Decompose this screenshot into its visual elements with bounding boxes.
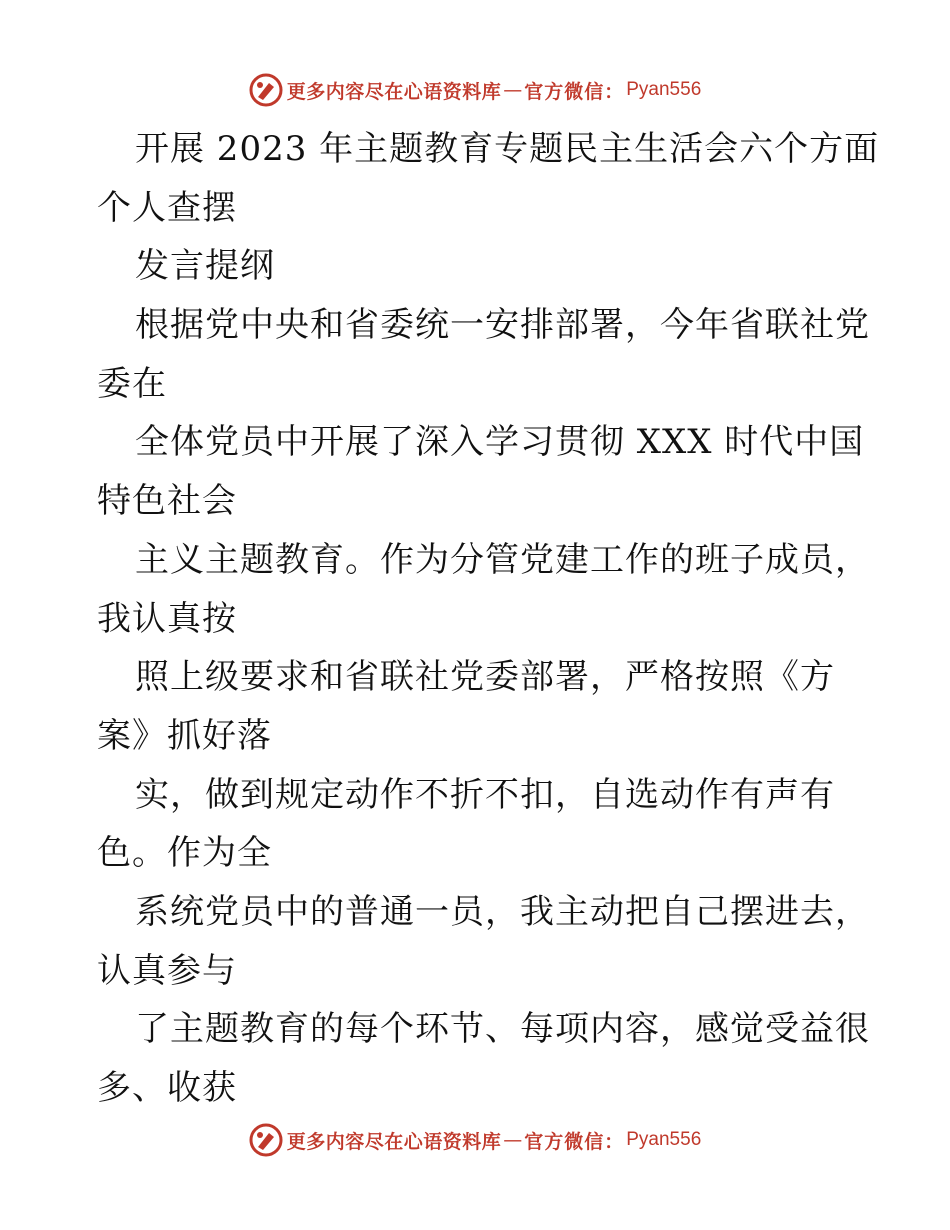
banner-text: 更多内容尽在心语资料库 (286, 1130, 502, 1153)
body-line: 案》抓好落 (97, 715, 272, 756)
body-line: 了主题教育的每个环节、每项内容，感觉受益很 (135, 1009, 870, 1050)
logo-icon (249, 73, 283, 107)
subtitle-line: 发言提纲 (135, 246, 275, 287)
header-banner (0, 70, 950, 110)
body-line: 特色社会 (97, 481, 237, 522)
banner-wechat-id: Pyan556 (626, 1129, 702, 1150)
body-line: 委在 (97, 363, 167, 404)
body-line: 色。作为全 (97, 833, 272, 874)
banner-wechat-label: 官方微信： (524, 80, 625, 103)
banner-text: 更多内容尽在心语资料库 (286, 80, 502, 103)
body-line: 实，做到规定动作不折不扣，自选动作有声有 (135, 774, 835, 815)
body-line: 主义主题教育。作为分管党建工作的班子成员， (135, 539, 870, 580)
banner-wechat-id: Pyan556 (626, 79, 702, 100)
title-line-1: 开展 2023 年主题教育专题民主生活会六个方面 (135, 129, 880, 169)
document-body (97, 120, 880, 1118)
logo-icon (249, 1123, 283, 1157)
footer-banner (0, 1120, 950, 1160)
body-line: 认真参与 (97, 950, 237, 991)
title-line-2: 个人查摆 (97, 187, 237, 228)
body-line: 照上级要求和省联社党委部署，严格按照《方 (135, 657, 835, 698)
body-line: 全体党员中开展了深入学习贯彻 XXX 时代中国 (135, 422, 865, 463)
banner-separator: — (503, 1129, 523, 1151)
banner-separator: — (503, 79, 523, 101)
body-line: 我认真按 (97, 598, 237, 639)
body-line: 根据党中央和省委统一安排部署，今年省联社党 (135, 305, 870, 346)
banner-wechat-label: 官方微信： (524, 1130, 625, 1153)
body-line: 系统党员中的普通一员，我主动把自己摆进去， (135, 891, 870, 932)
body-line: 多、收获 (97, 1068, 237, 1108)
